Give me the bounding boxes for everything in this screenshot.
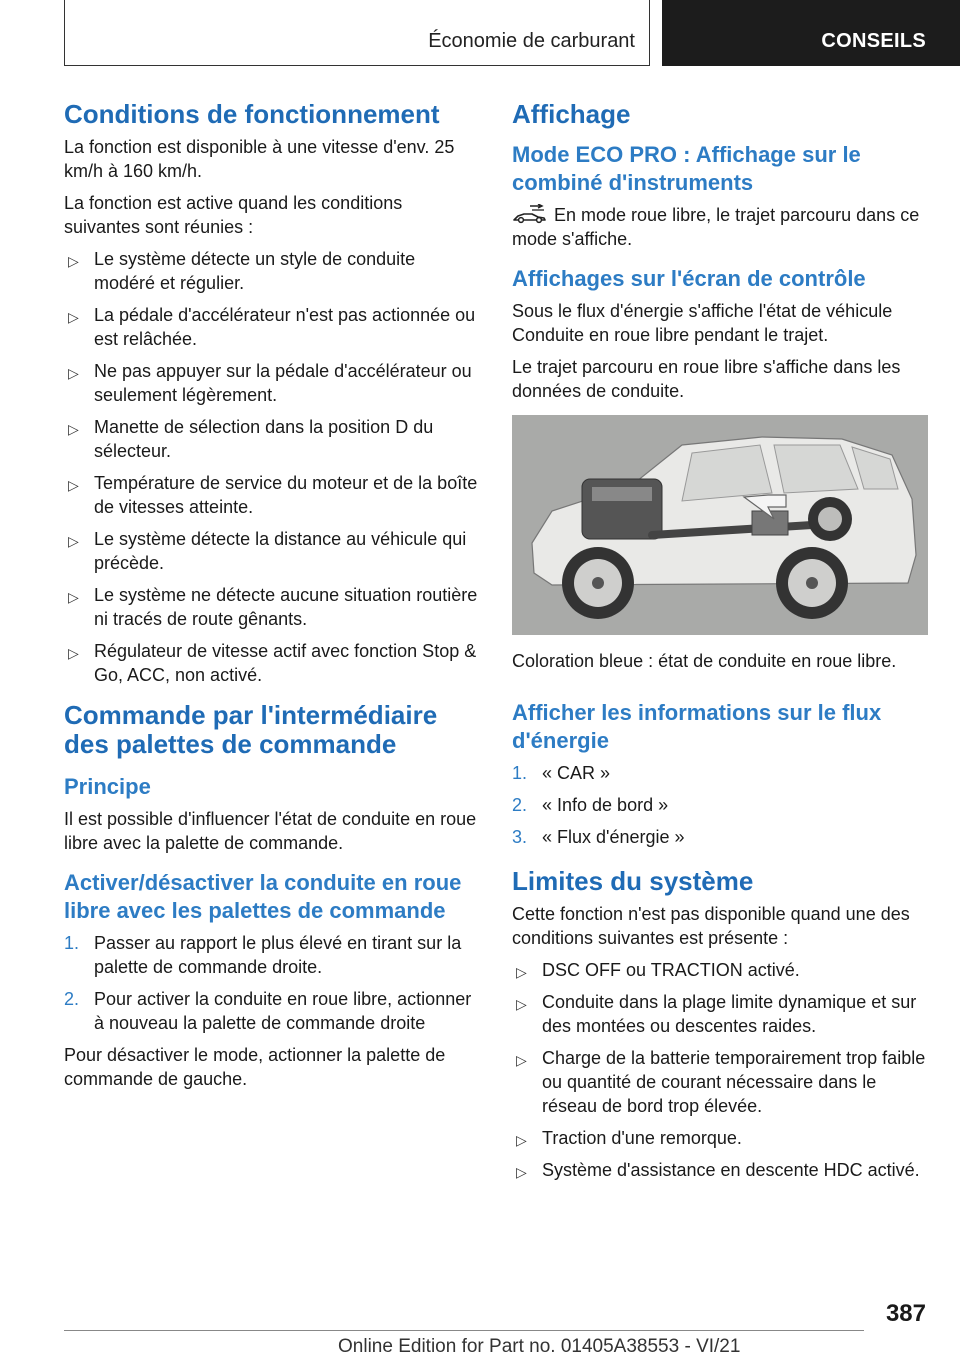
page-number: 387 (885, 1300, 926, 1327)
heading-commande: Commande par l'intermédiaire des palettes de commande (64, 700, 438, 759)
left-column (64, 100, 478, 1099)
paragraph-principe: Il est possible d'influencer l'état de conduite en roue libre avec la palette de commande. (64, 809, 477, 853)
heading-principe: Principe (64, 774, 151, 799)
triangle-bullet-icon: ▷ (516, 964, 527, 980)
triangle-bullet-icon: ▷ (68, 365, 79, 381)
page-header (0, 0, 960, 66)
paragraph-desactiver: Pour désactiver le mode, actionner la palette de commande de gauche. (64, 1045, 446, 1089)
suv-drivetrain-drawing (512, 415, 928, 635)
list-item: 3. « Flux d'énergie » (512, 827, 685, 847)
triangle-bullet-icon: ▷ (68, 533, 79, 549)
triangle-bullet-icon: ▷ (68, 645, 79, 661)
heading-eco-pro: Mode ECO PRO : Affichage sur le combiné d'instruments (512, 142, 861, 195)
triangle-bullet-icon: ▷ (68, 421, 79, 437)
list-item: ▷ Manette de sélection dans la position D du sélecteur. (68, 417, 434, 461)
triangle-bullet-icon: ▷ (516, 996, 527, 1012)
heading-limites: Limites du système (512, 866, 754, 896)
section-tab (662, 0, 960, 66)
triangle-bullet-icon: ▷ (516, 1052, 527, 1068)
list-item: ▷ Le système détecte un style de conduite modéré et régulier. (68, 249, 416, 293)
paragraph-eco: En mode roue libre, le trajet parcouru dans ce mode s'affiche. (512, 205, 920, 249)
conditions-list (64, 247, 478, 687)
limits-list (512, 958, 926, 1182)
coasting-car-icon (512, 204, 548, 224)
right-column (512, 100, 926, 1190)
footer-edition: Online Edition for Part no. 01405A38553 - VI/21 (338, 1336, 741, 1357)
list-item: 2. Pour activer la conduite en roue libre, actionner à nouveau la palette de commande droite (64, 989, 472, 1033)
paragraph-speed: La fonction est disponible à une vitesse d'env. 25 km/h à 160 km/h. (64, 137, 455, 181)
figure-caption: Coloration bleue : état de conduite en roue libre. (512, 651, 897, 671)
steps-list (64, 931, 478, 1035)
list-item: ▷ Ne pas appuyer sur la pédale d'accélérateur ou seulement légèrement. (68, 361, 472, 405)
triangle-bullet-icon: ▷ (68, 253, 79, 269)
list-item: ▷ Le système ne détecte aucune situation routière ni tracés de route gênants. (68, 585, 478, 629)
list-item: ▷ Système d'assistance en descente HDC activé. (512, 1158, 926, 1182)
heading-conditions: Conditions de fonctionnement (64, 99, 440, 129)
list-item: ▷ Régulateur de vitesse actif avec fonction Stop & Go, ACC, non activé. (68, 641, 477, 685)
list-item: ▷ Le système détecte la distance au véhicule qui précède. (68, 529, 467, 573)
triangle-bullet-icon: ▷ (68, 477, 79, 493)
triangle-bullet-icon: ▷ (516, 1164, 527, 1180)
paragraph-active: La fonction est active quand les conditions suivantes sont réunies : (64, 193, 403, 237)
heading-afficher: Afficher les informations sur le flux d'énergie (512, 700, 882, 753)
list-item: ▷ Température de service du moteur et de la boîte de vitesses atteinte. (68, 473, 478, 517)
triangle-bullet-icon: ▷ (516, 1132, 527, 1148)
triangle-bullet-icon: ▷ (68, 309, 79, 325)
list-item: ▷ Traction d'une remorque. (512, 1126, 926, 1150)
list-item: ▷ Conduite dans la plage limite dynamique et sur des montées ou descentes raides. (516, 992, 917, 1036)
list-item: ▷ La pédale d'accélérateur n'est pas actionnée ou est relâchée. (68, 305, 476, 349)
heading-activer: Activer/désactiver la conduite en roue libre avec les palettes de commande (64, 870, 462, 923)
chapter-title: Économie de carburant (428, 30, 635, 52)
section-title: CONSEILS (821, 30, 926, 52)
list-item: 1. « CAR » (512, 763, 611, 783)
paragraph-limites: Cette fonction n'est pas disponible quand une des conditions suivantes est présente : (512, 904, 910, 948)
list-item: 2. « Info de bord » (512, 795, 669, 815)
paragraph-flux: Sous le flux d'énergie s'affiche l'état de véhicule Conduite en roue libre pendant le trajet. (512, 301, 893, 345)
menu-steps-list (512, 761, 926, 849)
footer-divider (64, 1330, 864, 1331)
list-item: ▷ DSC OFF ou TRACTION activé. (512, 958, 926, 982)
paragraph-donnees: Le trajet parcouru en roue libre s'affiche dans les données de conduite. (512, 357, 901, 401)
list-item: ▷ Charge de la batterie temporairement trop faible ou quantité de courant nécessaire dans le réseau de bord trop élevée. (516, 1048, 926, 1116)
chapter-tab (64, 0, 650, 66)
car-illustration (512, 415, 928, 635)
heading-affichage: Affichage (512, 99, 631, 129)
list-item: 1. Passer au rapport le plus élevé en tirant sur la palette de commande droite. (64, 933, 462, 977)
triangle-bullet-icon: ▷ (68, 589, 79, 605)
heading-ecran: Affichages sur l'écran de contrôle (512, 266, 866, 291)
